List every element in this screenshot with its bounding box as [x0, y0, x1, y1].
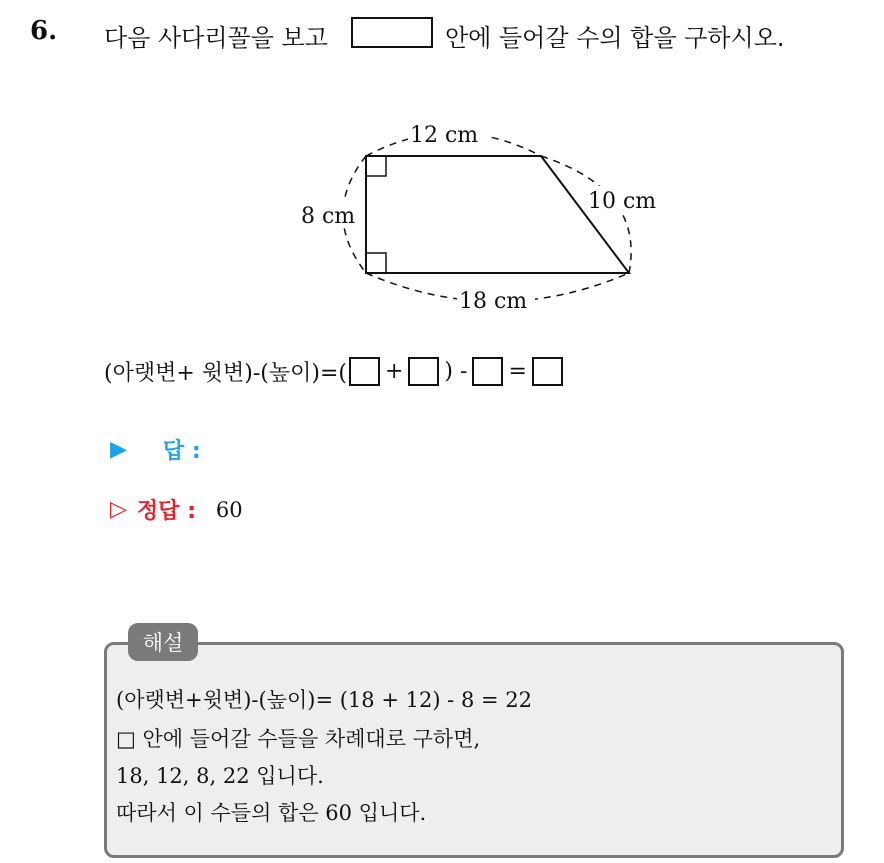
- explanation-line: □ 안에 들어갈 수들을 차례대로 구하면,: [116, 727, 481, 751]
- formula-blank-4: [532, 357, 563, 386]
- trapezoid-figure: [0, 0, 884, 340]
- formula-equals: =: [508, 358, 527, 384]
- explanation-line: 따라서 이 수들의 합은 60 입니다.: [116, 801, 427, 825]
- formula-blank-2: [408, 357, 439, 386]
- top-side-label: 12 cm: [410, 123, 479, 148]
- correct-answer-label: 정답 :: [136, 499, 196, 524]
- right-angle-mark-top: [366, 156, 386, 176]
- answer-arrow-icon: ▶: [110, 437, 127, 462]
- formula-prefix: (아랫변+ 윗변)-(높이)=(: [104, 360, 347, 386]
- question-text-after: 안에 들어갈 수의 합을 구하시오.: [445, 24, 785, 52]
- formula-plus: +: [384, 358, 404, 384]
- formula-blank-1: [349, 357, 380, 386]
- formula-row: [104, 355, 565, 387]
- height-label: 8 cm: [301, 204, 356, 229]
- explanation-line: 18, 12, 8, 22 입니다.: [116, 764, 324, 788]
- trapezoid-shape: [366, 156, 629, 273]
- formula-close-minus: ) -: [444, 358, 468, 384]
- slant-side-label: 10 cm: [588, 189, 657, 214]
- correct-answer-value: 60: [215, 497, 243, 522]
- answer-label: 답 :: [162, 439, 201, 464]
- question-text-before: 다음 사다리꼴을 보고: [104, 24, 328, 52]
- question-number: 6.: [30, 16, 58, 46]
- correct-answer-row: [110, 494, 243, 525]
- explanation-line: (아랫변+윗변)-(높이)= (18 + 12) - 8 = 22: [116, 688, 532, 712]
- correct-arrow-icon: ▷: [110, 497, 127, 522]
- right-angle-mark-bottom: [366, 253, 386, 273]
- bottom-side-label: 18 cm: [459, 289, 528, 314]
- explanation-tab: 해설: [128, 623, 198, 661]
- formula-blank-3: [472, 357, 503, 386]
- answer-row: [110, 434, 201, 465]
